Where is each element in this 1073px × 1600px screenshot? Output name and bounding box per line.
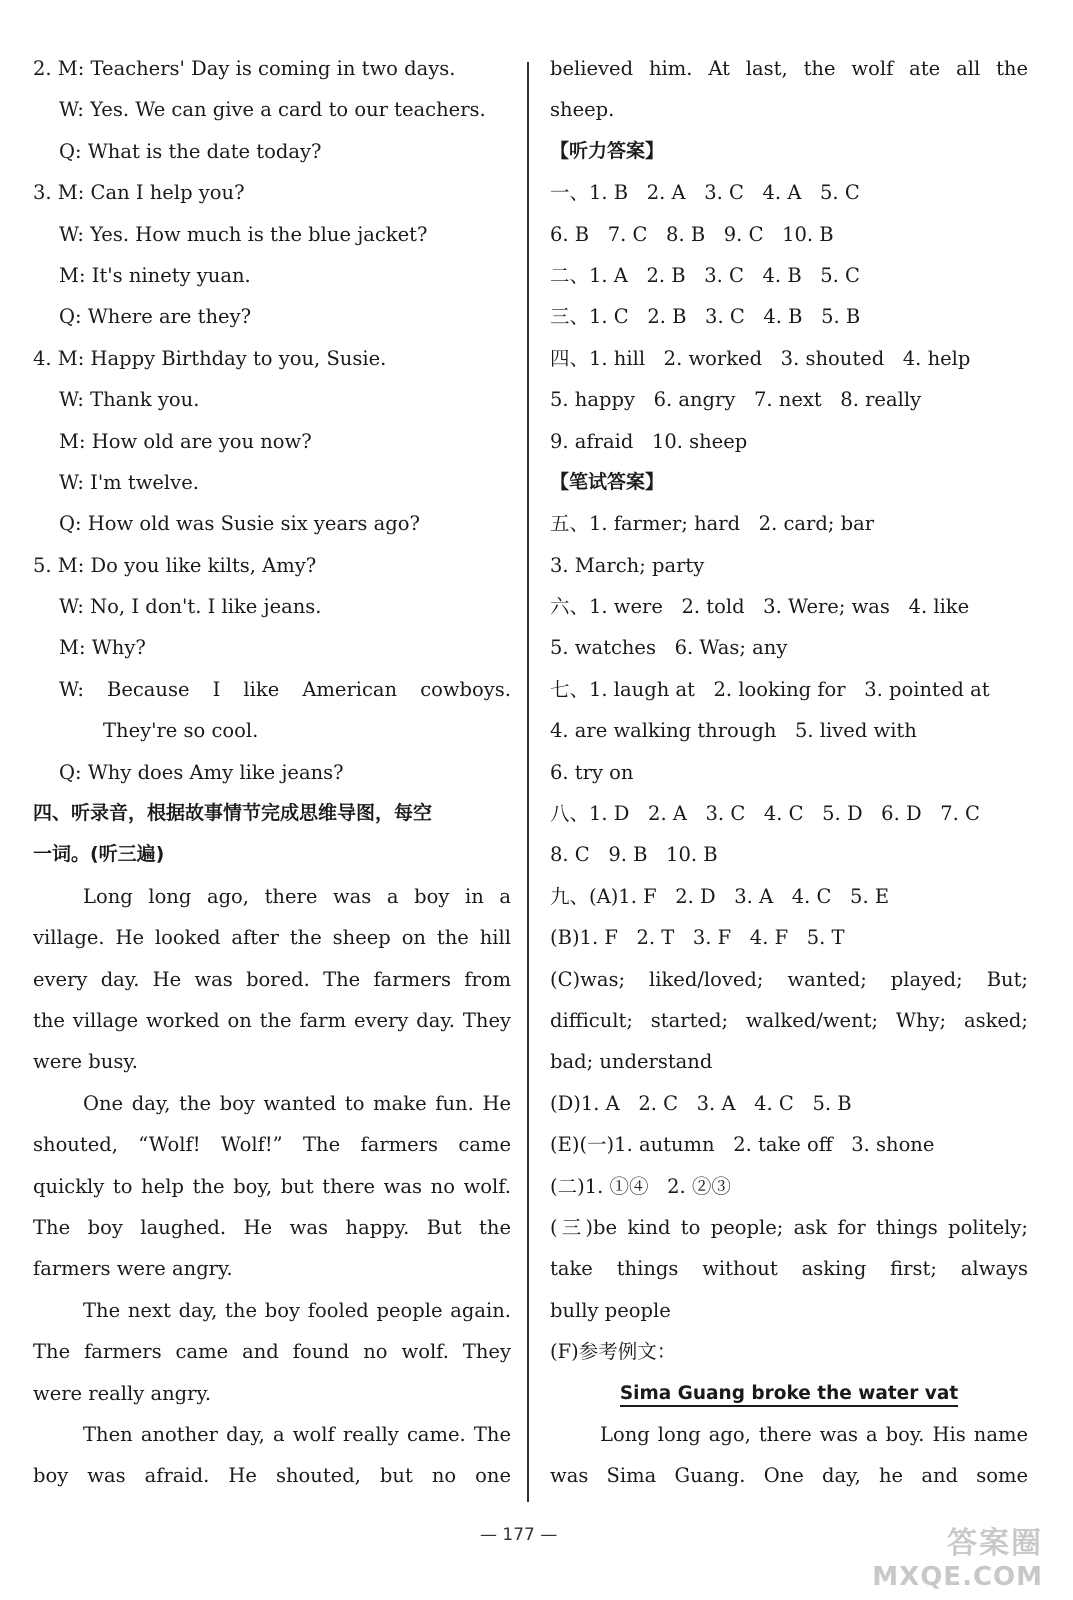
answer-line: 三、1. C 2. B 3. C 4. B 5. B — [550, 305, 861, 329]
text-line: W: Yes. We can give a card to our teachers. — [59, 98, 486, 122]
section-heading: 四、听录音，根据故事情节完成思维导图，每空 — [33, 802, 433, 825]
essay-line: Long long ago, there was a boy. His name — [600, 1422, 1028, 1446]
text-line: W: Yes. How much is the blue jacket? — [59, 222, 428, 246]
text-line: M: How old are you now? — [59, 429, 312, 453]
answer-line: 九、(A)1. F 2. D 3. A 4. C 5. E — [550, 884, 890, 908]
story-line: sheep. — [550, 98, 615, 122]
section-heading: 【听力答案】 — [550, 139, 665, 162]
answer-line: bad; understand — [550, 1050, 713, 1074]
story-line: One day, the boy wanted to make fun. He — [83, 1091, 511, 1115]
text-line: M: It's ninety yuan. — [59, 263, 251, 287]
essay-title — [550, 1373, 1028, 1414]
text-line: Q: How old was Susie six years ago? — [59, 512, 420, 536]
answer-line: 6. B 7. C 8. B 9. C 10. B — [550, 222, 834, 246]
story-line: shouted, “Wolf! Wolf!” The farmers came — [33, 1133, 511, 1157]
answer-line: 6. try on — [550, 760, 634, 784]
answer-line: (C)was; liked/loved; wanted; played; But; — [550, 967, 1028, 991]
answer-line: (B)1. F 2. T 3. F 4. F 5. T — [550, 926, 845, 950]
story-line: farmers were angry. — [33, 1257, 233, 1281]
answer-line: 七、1. laugh at 2. looking for 3. pointed at — [550, 677, 990, 701]
story-line: Long long ago, there was a boy in a — [83, 884, 511, 908]
answer-line: (F)参考例文： — [550, 1340, 677, 1364]
answer-line: 9. afraid 10. sheep — [550, 429, 748, 453]
text-line: 5. M: Do you like kilts, Amy? — [33, 553, 317, 577]
text-line: 4. M: Happy Birthday to you, Susie. — [33, 346, 387, 370]
answer-line: 一、1. B 2. A 3. C 4. A 5. C — [550, 181, 860, 205]
answer-line: 4. are walking through 5. lived with — [550, 719, 917, 743]
answer-line: (二)1. ①④ 2. ②③ — [550, 1174, 731, 1198]
story-line: quickly to help the boy, but there was no wolf. — [33, 1174, 511, 1198]
answer-line: bully people — [550, 1298, 671, 1322]
story-line: the village worked on the farm every day. They — [33, 1008, 511, 1032]
story-line: village. He looked after the sheep on the hill — [33, 926, 511, 950]
answer-line: 六、1. were 2. told 3. Were; was 4. like — [550, 595, 970, 619]
text-line: 3. M: Can I help you? — [33, 181, 245, 205]
story-line: every day. He was bored. The farmers from — [33, 967, 511, 991]
watermark-logo-text: 答案圈 — [947, 1526, 1043, 1561]
answer-line: 5. happy 6. angry 7. next 8. really — [550, 388, 922, 412]
text-line: M: Why? — [59, 636, 146, 660]
answer-line: 五、1. farmer; hard 2. card; bar — [550, 512, 875, 536]
story-line: believed him. At last, the wolf ate all the — [550, 57, 1028, 80]
watermark-url: MXQE.COM — [872, 1562, 1043, 1592]
answer-line: 四、1. hill 2. worked 3. shouted 4. help — [550, 346, 971, 370]
story-line: Then another day, a wolf really came. The — [83, 1422, 511, 1446]
left-column — [33, 48, 511, 1497]
answer-line: 3. March; party — [550, 553, 705, 577]
story-line: The farmers came and found no wolf. They — [33, 1340, 511, 1364]
watermark — [872, 1518, 1043, 1592]
story-line: were busy. — [33, 1050, 138, 1074]
section-heading: 【笔试答案】 — [550, 470, 665, 493]
answer-line: difficult; started; walked/went; Why; asked; — [550, 1008, 1028, 1032]
text-line: Q: Why does Amy like jeans? — [59, 760, 344, 784]
essay-title-text: Sima Guang broke the water vat — [620, 1383, 958, 1407]
answer-line: (三)be kind to people; ask for things politely; — [550, 1215, 1028, 1239]
answer-line: 8. C 9. B 10. B — [550, 843, 718, 867]
story-line: were really angry. — [33, 1381, 212, 1405]
text-line: 2. M: Teachers' Day is coming in two days. — [33, 57, 456, 80]
text-line: W: No, I don't. I like jeans. — [59, 595, 322, 619]
answer-line: 二、1. A 2. B 3. C 4. B 5. C — [550, 263, 860, 287]
story-line: The next day, the boy fooled people again. — [83, 1298, 511, 1322]
essay-line: was Sima Guang. One day, he and some — [550, 1464, 1028, 1488]
answer-line: 八、1. D 2. A 3. C 4. C 5. D 6. D 7. C — [550, 802, 980, 826]
text-line: W: Thank you. — [59, 388, 200, 412]
answer-line: 5. watches 6. Was; any — [550, 636, 788, 660]
text-line: They're so cool. — [103, 719, 259, 743]
answer-line: (E)(一)1. autumn 2. take off 3. shone — [550, 1133, 935, 1157]
page-number: — 177 — — [480, 1525, 558, 1545]
column-divider — [527, 62, 529, 1502]
story-line: The boy laughed. He was happy. But the — [33, 1215, 511, 1239]
text-line: Q: What is the date today? — [59, 139, 322, 163]
text-line: W: Because I like American cowboys. — [59, 677, 511, 701]
story-line: boy was afraid. He shouted, but no one — [33, 1464, 511, 1488]
answer-line: (D)1. A 2. C 3. A 4. C 5. B — [550, 1091, 852, 1115]
text-line: W: I'm twelve. — [59, 470, 199, 494]
answer-line: take things without asking first; always — [550, 1257, 1028, 1281]
section-heading: 一词。(听三遍) — [33, 843, 165, 866]
text-line: Q: Where are they? — [59, 305, 252, 329]
right-column — [550, 48, 1028, 1497]
